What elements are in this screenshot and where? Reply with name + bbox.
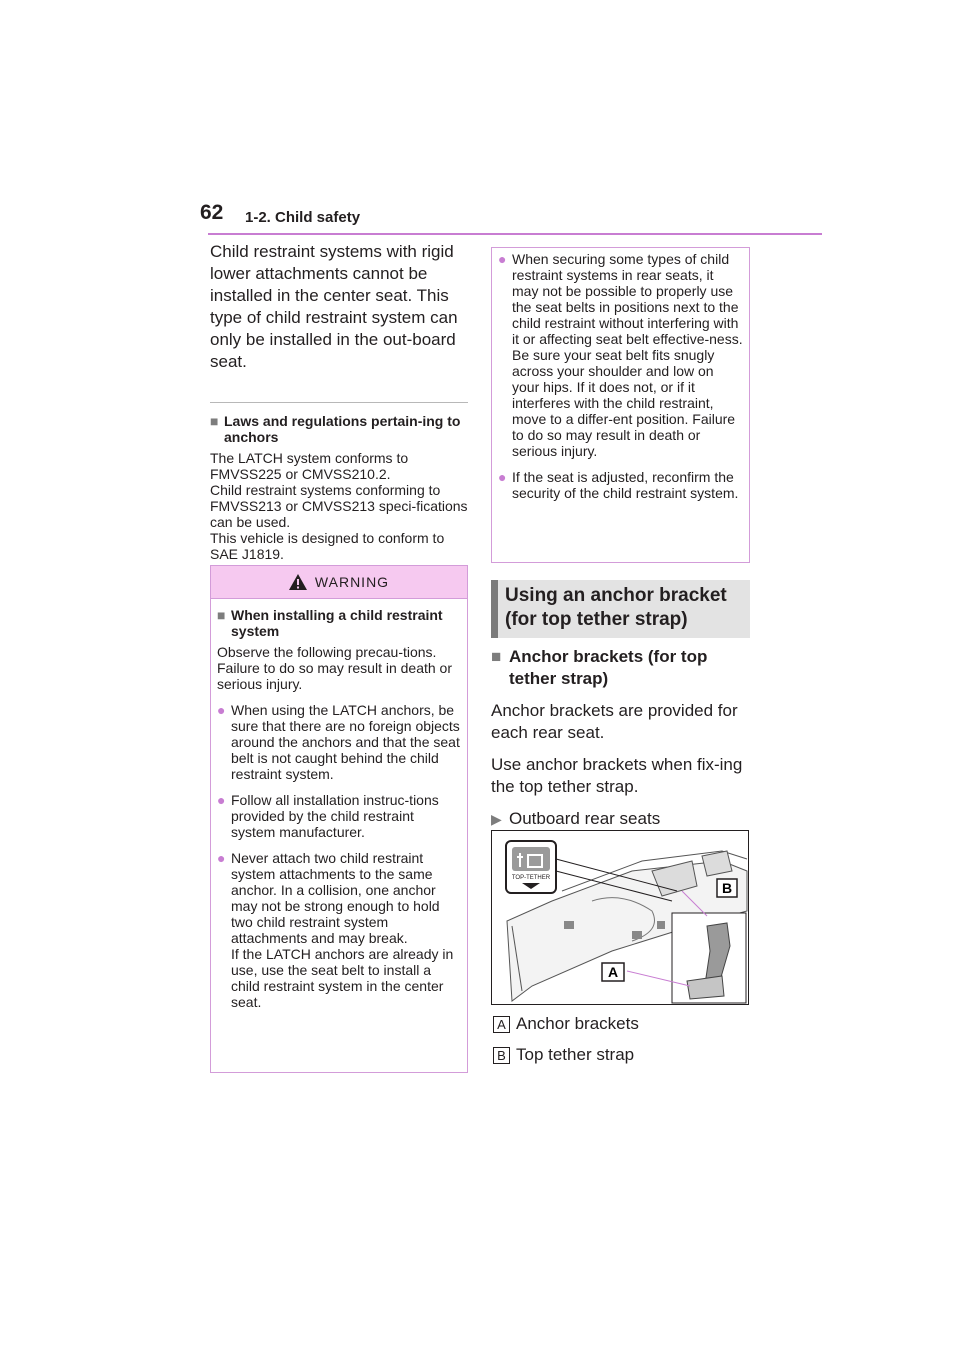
legend-text: Anchor brackets bbox=[516, 1014, 639, 1033]
legend-key: B bbox=[493, 1047, 510, 1064]
anchor-subheading-text: Anchor brackets (for top tether strap) bbox=[509, 647, 708, 688]
warning-intro-line: Observe the following precau-tions. bbox=[217, 644, 437, 660]
laws-line: This vehicle is designed to conform to SAE J1819. bbox=[210, 530, 445, 562]
outboard-seats-item bbox=[491, 808, 750, 830]
warning-triangle-icon bbox=[289, 574, 307, 590]
caution-bullet-text: If the seat is adjusted, reconfirm the security of the child restraint system. bbox=[512, 469, 739, 501]
dot-bullet-icon: ● bbox=[217, 850, 226, 866]
top-tether-icon-label: TOP-TETHER bbox=[511, 875, 551, 881]
triangle-right-icon: ▶ bbox=[491, 811, 502, 827]
legend-text: Top tether strap bbox=[516, 1045, 635, 1064]
warning-header bbox=[211, 566, 467, 599]
legend-item bbox=[493, 1013, 753, 1035]
square-bullet-icon: ■ bbox=[491, 647, 502, 666]
dot-bullet-icon: ● bbox=[217, 702, 226, 718]
anchor-section bbox=[491, 646, 750, 830]
warning-box bbox=[210, 565, 468, 1073]
left-column bbox=[210, 241, 468, 562]
figure-label-b: B bbox=[721, 880, 733, 896]
caution-box bbox=[491, 247, 750, 563]
caution-bullet bbox=[498, 251, 743, 459]
warning-heading-text: When installing a child restraint system bbox=[231, 607, 443, 639]
warning-intro-line: Failure to do so may result in death or serious injury. bbox=[217, 660, 453, 692]
section-divider bbox=[210, 402, 468, 403]
legend-key: A bbox=[493, 1016, 510, 1033]
square-bullet-icon: ■ bbox=[210, 413, 219, 429]
warning-bullet-text: Never attach two child restraint system attachments to the same anchor. In a collision, one anchor may not be strong enough to hold two child restraint system attachments and may break. bbox=[231, 850, 440, 946]
anchor-bracket-heading: Using an anchor bracket (for top tether strap) bbox=[491, 580, 750, 638]
warning-title: WARNING bbox=[314, 574, 390, 590]
warning-bullet bbox=[217, 850, 461, 1010]
square-bullet-icon: ■ bbox=[217, 607, 226, 623]
warning-body bbox=[211, 599, 467, 1010]
header-rule bbox=[208, 233, 822, 235]
dot-bullet-icon: ● bbox=[217, 792, 226, 808]
outboard-seats-text: Outboard rear seats bbox=[509, 809, 661, 828]
intro-paragraph: Child restraint systems with rigid lower attachments cannot be installed in the center seat. This type of child restraint system can only be installed in the out-board seat. bbox=[210, 242, 458, 371]
laws-line: The LATCH system conforms to FMVSS225 or CMVSS210.2. bbox=[210, 450, 409, 482]
page-number: 62 bbox=[200, 201, 224, 224]
warning-bullet-text: Follow all installation instruc-tions provided by the child restraint system manufacturer. bbox=[231, 792, 439, 840]
laws-heading bbox=[210, 413, 468, 445]
anchor-bracket-figure bbox=[491, 830, 749, 1005]
anchor-paragraph: Use anchor brackets when fix-ing the top tether strap. bbox=[491, 755, 743, 796]
anchor-subheading bbox=[491, 646, 750, 690]
warning-heading bbox=[217, 607, 461, 639]
dot-bullet-icon: ● bbox=[498, 469, 507, 485]
warning-bullet-text: When using the LATCH anchors, be sure that there are no foreign objects around the anchors and that the seat belt is not caught behind the child restraint system. bbox=[231, 702, 460, 782]
section-title: 1-2. Child safety bbox=[245, 209, 361, 226]
caution-bullet bbox=[498, 469, 743, 501]
warning-bullet bbox=[217, 702, 461, 782]
dot-bullet-icon: ● bbox=[498, 251, 507, 267]
warning-bullet-extra: If the LATCH anchors are already in use, use the seat belt to install a child restraint system in the center seat. bbox=[231, 946, 454, 1010]
laws-heading-text: Laws and regulations pertain-ing to anchors bbox=[224, 413, 461, 445]
legend-item bbox=[493, 1044, 753, 1066]
laws-line: Child restraint systems conforming to FMVSS213 or CMVSS213 speci-fications can be used. bbox=[210, 482, 468, 530]
anchor-paragraph: Anchor brackets are provided for each rear seat. bbox=[491, 701, 738, 742]
rear-seat-illustration bbox=[492, 831, 748, 1004]
caution-bullet-text: When securing some types of child restraint systems in rear seats, it may not be possible to properly use the seat belts in positions next to the child restraint without interfering with it or affecting seat belt effective-ness. Be sure your seat belt fits snugly across your shoulder and low on your hips. If it does not, or if it interferes with the child restraint, move to a differ-ent position. Failure to do so may result in death or serious injury. bbox=[512, 251, 743, 459]
warning-bullet bbox=[217, 792, 461, 840]
figure-label-a: A bbox=[607, 964, 619, 980]
